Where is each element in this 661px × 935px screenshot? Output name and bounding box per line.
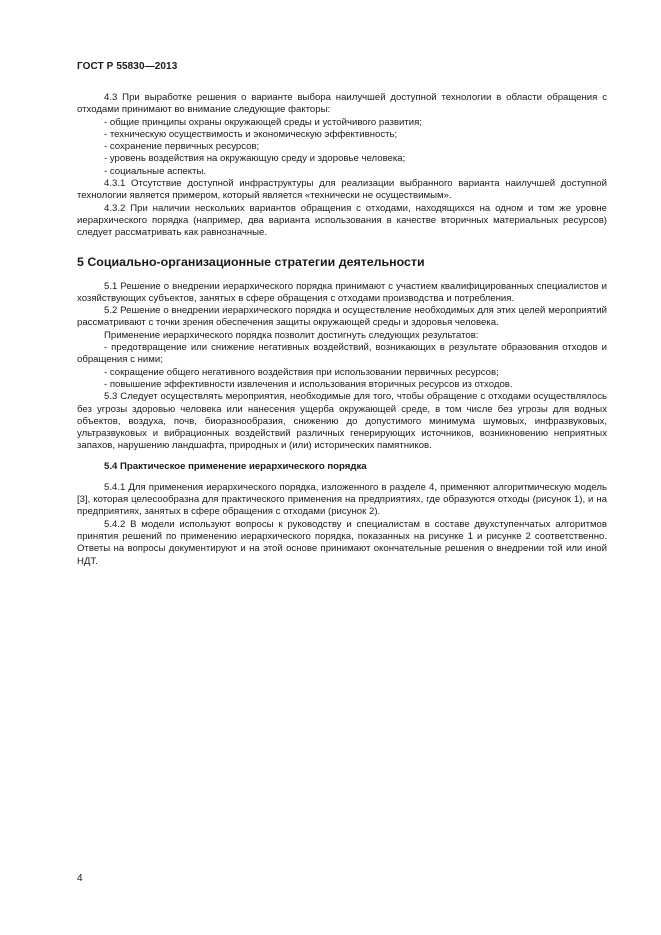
paragraph-5-2: 5.2 Решение о внедрении иерархического порядка и осуществление необходимых для этих целей мероприятий рассматривают с точки зрения обеспечения защиты окружающей среды и здоровья человека.	[77, 305, 607, 329]
result-list-item: - сокращение общего негативного воздействия при использовании первичных ресурсов;	[104, 366, 499, 378]
result-list-item: - предотвращение или снижение негативных воздействий, возникающих в результате образования отходов и обращения с ними;	[77, 342, 607, 366]
subsection-5-4-heading: 5.4 Практическое применение иерархического порядка	[104, 460, 367, 472]
paragraph-4-3-1: 4.3.1 Отсутствие доступной инфраструктуры для реализации выбранного варианта наилучшей доступной технологии является примером, который является «технически не осуществимым».	[77, 178, 607, 202]
factor-list-item: - социальные аспекты.	[104, 165, 207, 177]
factor-list-item: - сохранение первичных ресурсов;	[104, 141, 260, 153]
standard-code-header: ГОСТ Р 55830—2013	[77, 61, 178, 72]
paragraph-4-3: 4.3 При выработке решения о варианте выбора наилучшей доступной технологии в области обращения с отходами принимают во внимание следующие факторы:	[77, 92, 607, 116]
paragraph-5-3: 5.3 Следует осуществлять мероприятия, необходимые для того, чтобы обращение с отходами осуществлялось без угрозы здоровью человека или нанесения ущерба окружающей среде, в том числе без угрозы для водных объектов, воздуха, почв, биоразнообразия, снижению до допустимого минимума шумовых, инфразвуковых, ультразвуковых и вибрационных воздействий различных генерирующих источников, возникновению неприятных запахов, нарушению ландшафта, природных и (или) исторических памятников.	[77, 391, 607, 452]
paragraph-5-4-1: 5.4.1 Для применения иерархического порядка, изложенного в разделе 4, применяют алгоритмическую модель [3], которая целесообразна для практического применения на предприятиях, где образуются отходы (рисунок 1), и на предприятиях, занятых в сфере обращения с отходами (рисунок 2).	[77, 481, 607, 518]
result-list-item: - повышение эффективности извлечения и использования вторичных ресурсов из отходов.	[104, 378, 513, 390]
page-number: 4	[77, 873, 83, 884]
paragraph-4-3-2: 4.3.2 При наличии нескольких вариантов обращения с отходами, находящихся на одном и том же уровне иерархического порядка (например, два варианта использования в качестве вторичных материальных ресурсов) следует рассматривать как равнозначные.	[77, 202, 607, 239]
factor-list-item: - техническую осуществимость и экономическую эффективность;	[104, 128, 398, 140]
paragraph-results-intro: Применение иерархического порядка позволит достигнуть следующих результатов:	[104, 329, 479, 341]
factor-list-item: - уровень воздействия на окружающую среду и здоровье человека;	[104, 153, 406, 165]
section-5-heading: 5 Социально-организационные стратегии деятельности	[77, 254, 425, 269]
paragraph-5-1: 5.1 Решение о внедрении иерархического порядка принимают с участием квалифицированных специалистов и хозяйствующих субъектов, занятых в сфере обращения с отходами производства и потребления.	[77, 280, 607, 304]
paragraph-5-4-2: 5.4.2 В модели используют вопросы к руководству и специалистам в составе двухступенчатых алгоритмов принятия решений по применению иерархического порядка, показанных на рисунке 1 и рисунке 2 соответственно. Ответы на вопросы документируют и на этой основе принимают окончательные решения о внедрении той или иной НДТ.	[77, 518, 607, 567]
factor-list-item: - общие принципы охраны окружающей среды и устойчивого развития;	[104, 116, 422, 128]
document-body	[77, 92, 607, 568]
